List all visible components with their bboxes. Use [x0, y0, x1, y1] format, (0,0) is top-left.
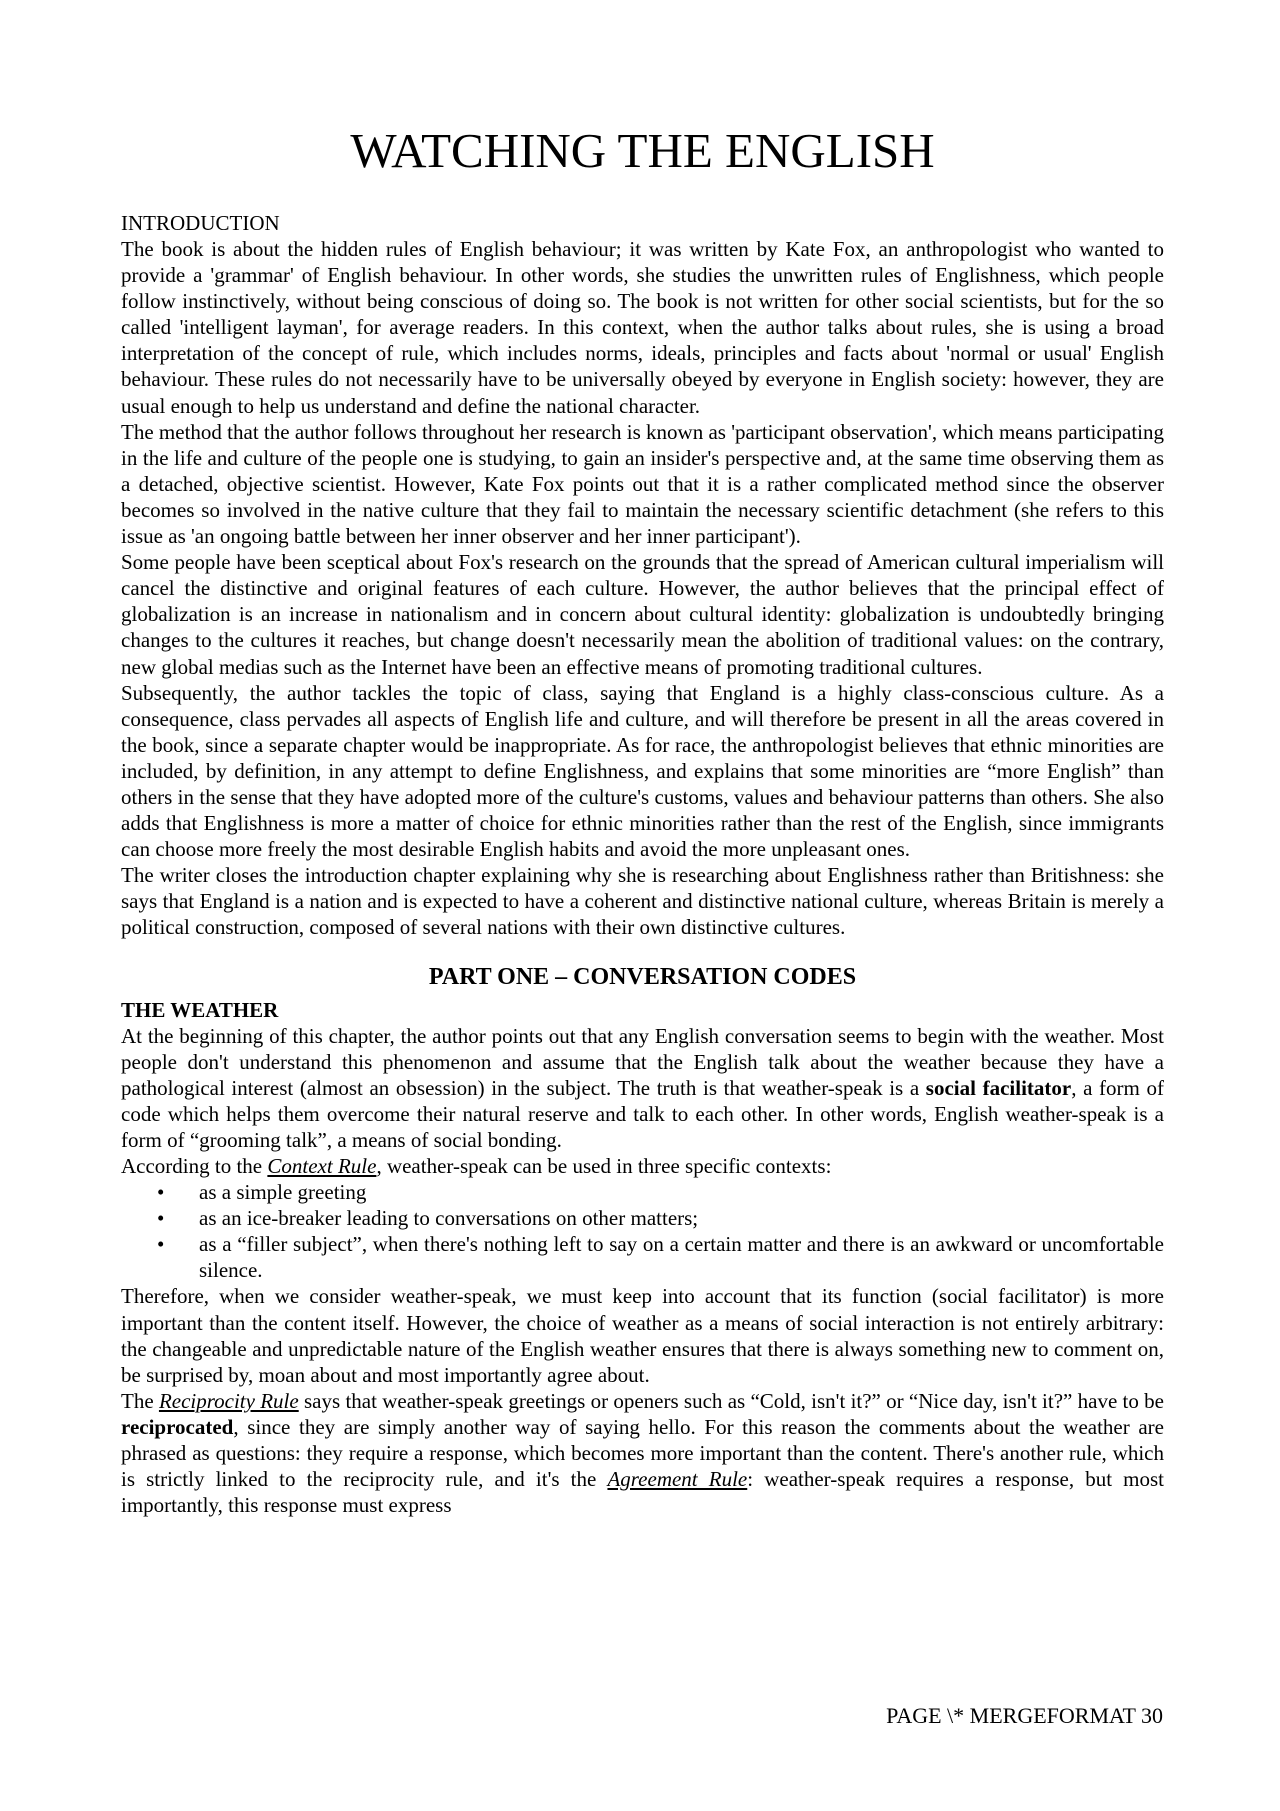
context-rule-term: Context Rule [267, 1154, 377, 1178]
text-run: According to the [121, 1154, 268, 1178]
text-run: The [121, 1388, 159, 1413]
intro-paragraph-5: The writer closes the introduction chapter explaining why she is researching about Englishness rather than Britishness: she says that England is a nation and is expected to have a coherent and distinctive national culture, whereas Britain is merely a political construction, composed of several nations with their own distinctive cultures. [121, 863, 1164, 940]
list-item-text: as a “filler subject”, when there's nothing left to say on a certain matter and there is an awkward or uncomfortable silence. [199, 1232, 1164, 1283]
weather-paragraph-1 [121, 1023, 1164, 1153]
bold-term-reciprocated: reciprocated [121, 1414, 234, 1439]
list-item [157, 1179, 1164, 1205]
bullet-icon: • [157, 1180, 165, 1205]
text-run: , a form of code which helps them overcome their natural reserve and talk to each other. In other words, English weather-speak is a form of “grooming talk”, a means of social bonding. [121, 1075, 1164, 1152]
context-bullet-list [121, 1179, 1164, 1283]
part-one-heading: PART ONE – CONVERSATION CODES [428, 963, 857, 990]
bold-term-social-facilitator: social facilitator [925, 1075, 1072, 1100]
text-run: : weather-speak requires a response, but most importantly, this response must express [121, 1467, 1164, 1518]
weather-paragraph-3: Therefore, when we consider weather-speak, we must keep into account that its function (social facilitator) is more important than the content itself. However, the choice of weather as a means of social interaction is not entirely arbitrary: the changeable and unpredictable nature of the English weather ensures that there is always something new to comment on, be surprised by, moan about and most importantly agree about. [121, 1284, 1164, 1387]
agreement-rule-term: Agreement Rule [607, 1467, 748, 1492]
bullet-icon: • [157, 1206, 165, 1231]
text-run: says that weather-speak greetings or openers such as “Cold, isn't it?” or “Nice day, isn't it?” have to be [298, 1388, 1164, 1413]
list-item-text: as a simple greeting [199, 1180, 367, 1205]
chapter-heading-weather: THE WEATHER [121, 997, 279, 1022]
text-run: , weather-speak can be used in three specific contexts: [376, 1154, 832, 1178]
intro-paragraph-3: Some people have been sceptical about Fox's research on the grounds that the spread of American cultural imperialism will cancel the distinctive and original features of each culture. However, the author believes that the principal effect of globalization is an increase in nationalism and in concern about cultural identity: globalization is undoubtedly bringing changes to the cultures it reaches, but change doesn't necessarily mean the abolition of traditional values: on the contrary, new global medias such as the Internet have been an effective means of promoting traditional cultures. [121, 550, 1164, 679]
text-run: At the beginning of this chapter, the author points out that any English conversation seems to begin with the weather. Most people don't understand this phenomenon and assume that the English talk about the weather because they have a pathological interest (almost an obsession) in the subject. The truth is that weather-speak is a [121, 1023, 1164, 1100]
page-footer: PAGE \* MERGEFORMAT 30 [886, 1703, 1163, 1728]
document-title: WATCHING THE ENGLISH [350, 123, 935, 178]
reciprocity-rule-term: Reciprocity Rule [158, 1388, 299, 1413]
weather-paragraph-4 [121, 1388, 1164, 1518]
intro-paragraph-2: The method that the author follows throughout her research is known as 'participant observation', which means participating in the life and culture of the people one is studying, to gain an insider's perspective and, at the same time observing them as a detached, objective scientist. However, Kate Fox points out that it is a rather complicated method since the observer becomes so involved in the native culture that they fail to maintain the necessary scientific detachment (she refers to this issue as 'an ongoing battle between her inner observer and her inner participant'). [121, 419, 1164, 549]
bullet-icon: • [157, 1232, 165, 1257]
intro-paragraph-1: The book is about the hidden rules of English behaviour; it was written by Kate Fox, an anthropologist who wanted to provide a 'grammar' of English behaviour. In other words, she studies the unwritten rules of Englishness, which people follow instinctively, without being conscious of doing so. The book is not written for other social scientists, but for the so called 'intelligent layman', for average readers. In this context, when the author talks about rules, she is using a broad interpretation of the concept of rule, which includes norms, ideals, principles and facts about 'normal or usual' English behaviour. These rules do not necessarily have to be universally obeyed by everyone in English society: however, they are usual enough to help us understand and define the national character. [121, 237, 1164, 418]
introduction-label: INTRODUCTION [121, 211, 280, 235]
text-run: , since they are simply another way of saying hello. For this reason the comments about the weather are phrased as questions: they require a response, which becomes more important than the content. There's another rule, which is strictly linked to the reciprocity rule, and it's the [121, 1414, 1164, 1492]
intro-paragraph-4: Subsequently, the author tackles the topic of class, saying that England is a highly class-conscious culture. As a consequence, class pervades all aspects of English life and culture, and will therefore be present in all the areas covered in the book, since a separate chapter would be inappropriate. As for race, the anthropologist believes that ethnic minorities are included, by definition, in any attempt to define Englishness, and explains that some minorities are “more English” than others in the sense that they have adopted more of the culture's customs, values and behaviour patterns than others. She also adds that Englishness is more a matter of choice for ethnic minorities rather than the rest of the English, since immigrants can choose more freely the most desirable English habits and avoid the more unpleasant ones. [121, 680, 1164, 862]
weather-paragraph-2 [121, 1153, 1164, 1179]
list-item [157, 1231, 1164, 1283]
list-item-text: as an ice-breaker leading to conversations on other matters; [199, 1206, 699, 1231]
document-page [121, 120, 1164, 1518]
list-item [157, 1205, 1164, 1231]
